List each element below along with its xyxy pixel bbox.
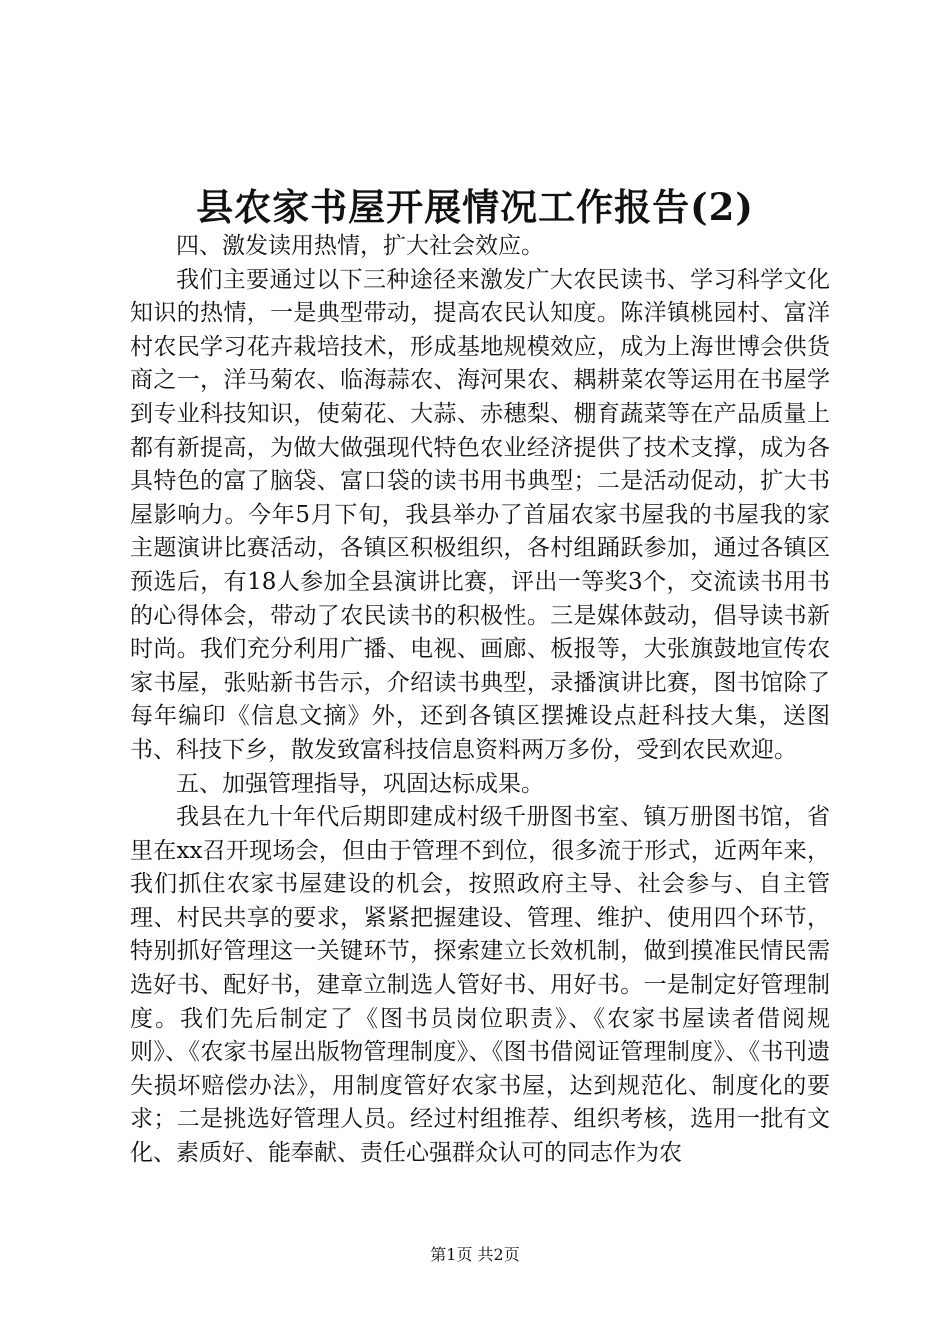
document-title: 县农家书屋开展情况工作报告(2) xyxy=(196,185,754,229)
body-paragraph-1: 我们主要通过以下三种途径来激发广大农民读书、学习科学文化知识的热情，一是典型带动，提高农民认知度。陈洋镇桃园村、富洋村农民学习花卉栽培技术，形成基地规模效应，成为上海世博会供货商之一，洋马菊农、临海蒜农、海河果农、耦耕菜农等运用在书屋学到专业科技知识，使菊花、大蒜、赤穗梨、棚育蔬菜等在产品质量上都有新提高，为做大做强现代特色农业经济提供了技术支撑，成为各具特色的富了脑袋、富口袋的读书用书典型；二是活动促动，扩大书屋影响力。今年5月下旬，我县举办了首届农家书屋我的书屋我的家主题演讲比赛活动，各镇区积极组织，各村组踊跃参加，通过各镇区预选后，有18人参加全县演讲比赛，评出一等奖3个，交流读书用书的心得体会，带动了农民读书的积极性。三是媒体鼓动，倡导读书新时尚。我们充分利用广播、电视、画廊、板报等，大张旗鼓地宣传农家书屋，张贴新书告示，介绍读书典型，录播演讲比赛，图书馆除了每年编印《信息文摘》外，还到各镇区摆摊设点赶科技大集，送图书、科技下乡，散发致富科技信息资料两万多份，受到农民欢迎。 xyxy=(130,266,830,763)
document-body xyxy=(130,230,830,1171)
section-heading-5: 五、加强管理指导，巩固达标成果。 xyxy=(176,770,544,797)
section-heading-4: 四、激发读用热情，扩大社会效应。 xyxy=(176,233,544,259)
body-paragraph-2: 我县在九十年代后期即建成村级千册图书室、镇万册图书馆，省里在xx召开现场会，但由于管理不到位，很多流于形式，近两年来，我们抓住农家书屋建设的机会，按照政府主导、社会参与、自主管理、村民共享的要求，紧紧把握建设、管理、维护、使用四个环节，特别抓好管理这一关键环节，探索建立长效机制，做到摸准民情民需选好书、配好书，建章立制选人管好书、用好书。一是制定好管理制度。我们先后制定了《图书员岗位职责》、《农家书屋读者借阅规则》、《农家书屋出版物管理制度》、《图书借阅证管理制度》、《书刊遗失损坏赔偿办法》，用制度管好农家书屋，达到规范化、制度化的要求；二是挑选好管理人员。经过村组推荐、组织考核，选用一批有文化、素质好、能奉献、责任心强群众认可的同志作为农 xyxy=(130,804,830,1167)
page-footer: 第1页 共2页 xyxy=(430,1245,520,1264)
